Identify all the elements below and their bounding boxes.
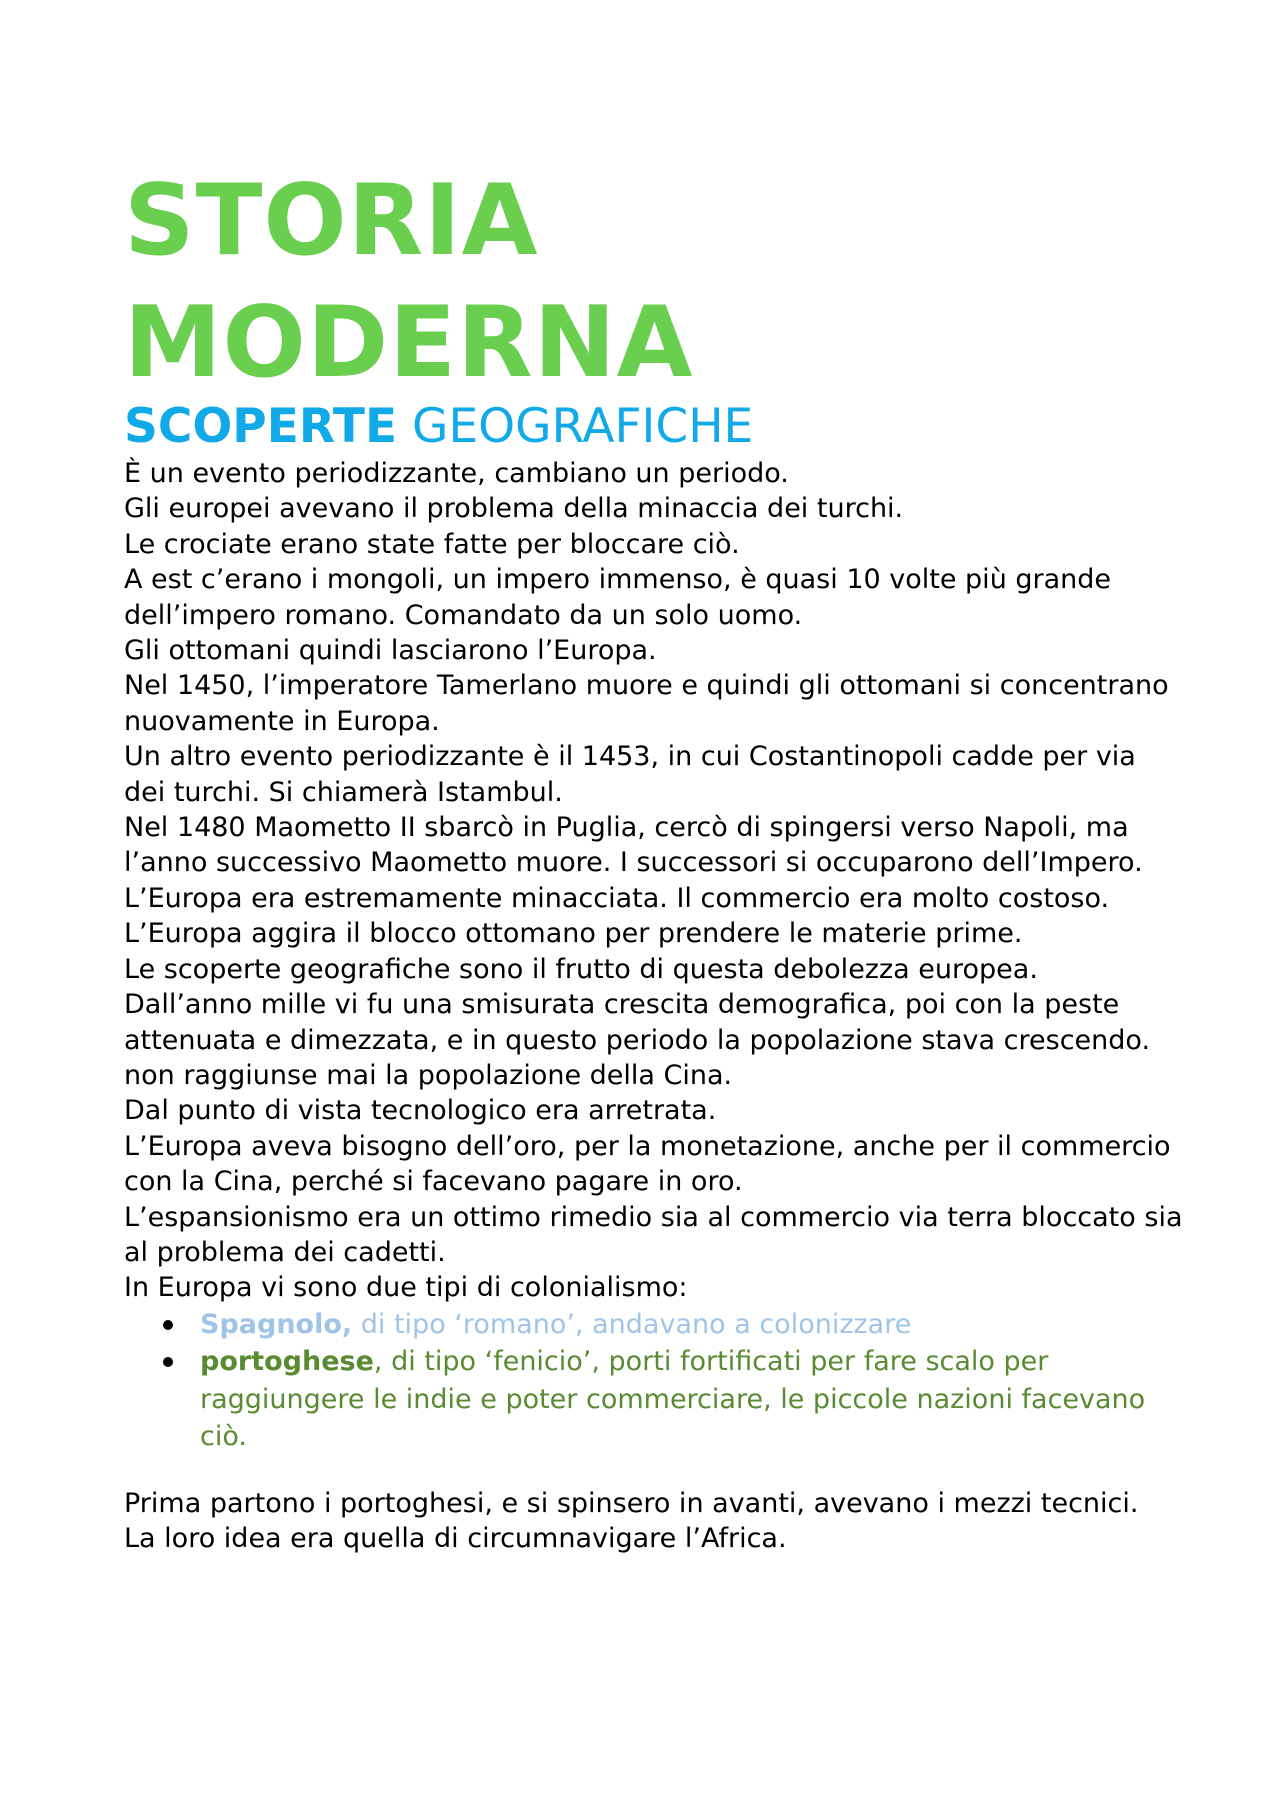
- paragraph: La loro idea era quella di circumnavigare l’Africa.: [124, 1523, 787, 1555]
- paragraph: Gli europei avevano il problema della minaccia dei turchi.: [124, 493, 904, 525]
- paragraph: Le scoperte geografiche sono il frutto di questa debolezza europea.: [124, 953, 1038, 985]
- bullet-icon: [163, 1357, 173, 1367]
- section-title-strong: SCOPERTE: [124, 399, 398, 454]
- body-text-after-list: [124, 1486, 1184, 1557]
- section-title-rest: GEOGRAFICHE: [397, 399, 754, 454]
- list-item-key: portoghese: [200, 1346, 374, 1378]
- list-item-portoghese: [124, 1343, 1184, 1456]
- paragraph: Gli ottomani quindi lasciarono l’Europa.: [124, 635, 657, 667]
- paragraph: L’Europa aveva bisogno dell’oro, per la monetazione, anche per il commercio con la Cina, perché si facevano pagare in oro.: [124, 1130, 1171, 1198]
- title-line-2: MODERNA: [124, 286, 694, 400]
- paragraph: Le crociate erano state fatte per bloccare ciò.: [124, 528, 740, 560]
- paragraph: Nel 1480 Maometto II sbarcò in Puglia, cercò di spingersi verso Napoli, ma l’anno successivo Maometto muore. I successori si occuparono dell’Impero.: [124, 812, 1143, 879]
- paragraph: non raggiunse mai la popolazione della Cina.: [124, 1059, 733, 1091]
- paragraph: In Europa vi sono due tipi di colonialismo:: [124, 1272, 688, 1304]
- paragraph: L’Europa aggira il blocco ottomano per prendere le materie prime.: [124, 918, 1023, 950]
- bullet-icon: [163, 1320, 173, 1330]
- colonialism-list: [124, 1306, 1184, 1456]
- paragraph: A est c’erano i mongoli, un impero immenso, è quasi 10 volte più grande dell’impero romano. Comandato da un solo uomo.: [124, 564, 1112, 631]
- list-item-text: di tipo ‘romano’, andavano a colonizzare: [352, 1308, 912, 1340]
- body-text-before-list: [124, 456, 1184, 1306]
- document-page: [124, 160, 1184, 1557]
- spacer: [124, 1456, 1184, 1486]
- paragraph: L’espansionismo era un ottimo rimedio sia al commercio via terra bloccato sia al problema dei cadetti.: [124, 1201, 1183, 1268]
- paragraph: È un evento periodizzante, cambiano un periodo.: [124, 458, 789, 489]
- title-line-1: STORIA: [124, 164, 539, 278]
- paragraph: Dal punto di vista tecnologico era arretrata.: [124, 1095, 717, 1127]
- list-item-text: , di tipo ‘fenicio’, porti fortificati per fare scalo per raggiungere le indie e poter commerciare, le piccole nazioni facevano ciò.: [200, 1346, 1146, 1453]
- document-title: [124, 160, 1184, 404]
- list-item-spagnolo: [124, 1306, 1184, 1344]
- paragraph: L’Europa era estremamente minacciata. Il commercio era molto costoso.: [124, 882, 1110, 914]
- paragraph: Un altro evento periodizzante è il 1453, in cui Costantinopoli cadde per via dei turchi. Si chiamerà Istambul.: [124, 741, 1136, 808]
- section-title: [124, 398, 1184, 456]
- paragraph: Dall’anno mille vi fu una smisurata crescita demografica, poi con la peste attenuata e dimezzata, e in questo periodo la popolazione stava crescendo.: [124, 989, 1151, 1056]
- paragraph: Nel 1450, l’imperatore Tamerlano muore e quindi gli ottomani si concentrano nuovamente in Europa.: [124, 670, 1169, 737]
- list-item-key: Spagnolo,: [200, 1308, 353, 1340]
- paragraph: Prima partono i portoghesi, e si spinsero in avanti, avevano i mezzi tecnici.: [124, 1487, 1139, 1519]
